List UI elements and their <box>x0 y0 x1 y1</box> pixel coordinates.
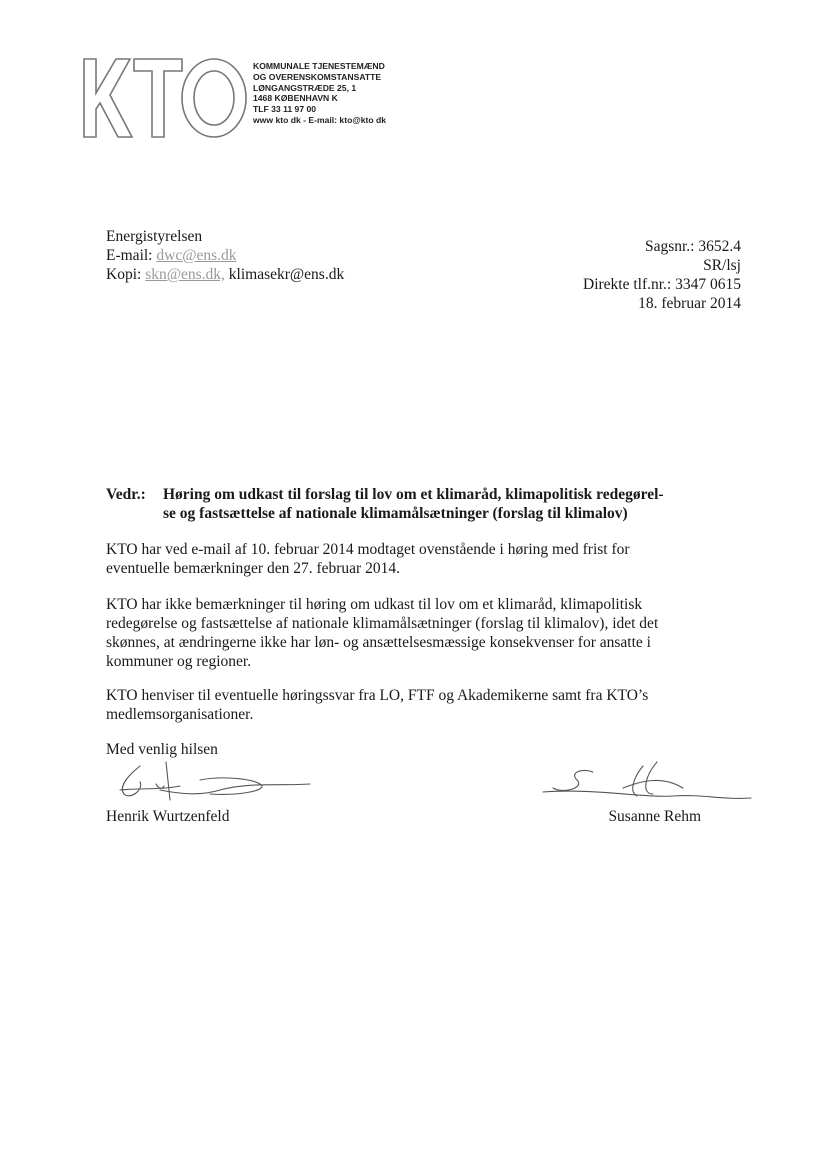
copy-email-link[interactable]: skn@ens.dk, <box>145 266 225 283</box>
signatory-left-name: Henrik Wurtzenfeld <box>106 808 230 825</box>
org-city: 1468 KØBENHAVN K <box>253 93 338 104</box>
copy-label: Kopi: <box>106 266 142 283</box>
closing-text: Med venlig hilsen <box>106 741 218 758</box>
subject-text <box>163 485 753 523</box>
paragraph-2-line-1: KTO har ikke bemærkninger til høring om udkast til lov om et klimaråd, klimapolitisk <box>106 596 643 613</box>
subject-line-1: Høring om udkast til forslag til lov om et klimaråd, klimapolitisk redegørel- <box>163 486 664 503</box>
org-address-block <box>253 61 386 126</box>
org-name-line-1: KOMMUNALE TJENESTEMÆND <box>253 61 385 71</box>
org-name-line-2: OG OVERENSKOMSTANSATTE <box>253 71 382 82</box>
recipient-block <box>106 227 344 284</box>
paragraph-3-line-1: KTO henviser til eventuelle høringssvar fra LO, FTF og Akademikerne samt fra KTO’s <box>106 687 649 704</box>
copy-email-2: klimasekr@ens.dk <box>228 266 345 283</box>
copy-row <box>106 265 344 284</box>
case-meta-block <box>583 237 741 313</box>
subject-label: Vedr.: <box>106 486 146 503</box>
subject-line-2: se og fastsættelse af nationale klimamålsætninger (forslag til klimalov) <box>163 505 628 522</box>
signature-right <box>533 758 755 810</box>
case-number: Sagsnr.: 3652.4 <box>644 238 741 255</box>
paragraph-2 <box>106 595 746 671</box>
paragraph-3 <box>106 686 746 724</box>
paragraph-1-line-2: eventuelle bemærkninger den 27. februar 2014. <box>106 560 400 577</box>
signatory-right-name: Susanne Rehm <box>608 808 701 825</box>
recipient-email-link[interactable]: dwc@ens.dk <box>156 247 237 264</box>
paragraph-2-line-4: kommuner og regioner. <box>106 653 252 670</box>
initials: SR/lsj <box>703 257 741 274</box>
recipient-email-row <box>106 246 344 265</box>
paragraph-2-line-2: redegørelse og fastsættelse af nationale klimamålsætninger (forslag til klimalov), idet det <box>106 615 659 632</box>
recipient-name: Energistyrelsen <box>106 228 203 245</box>
kto-logo <box>82 57 248 139</box>
letter-date: 18. februar 2014 <box>638 295 741 312</box>
email-label: E-mail: <box>106 247 153 264</box>
signature-left <box>100 760 330 812</box>
org-street: LØNGANGSTRÆDE 25, 1 <box>253 82 357 93</box>
paragraph-3-line-2: medlemsorganisationer. <box>106 706 254 723</box>
paragraph-1-line-1: KTO har ved e-mail af 10. februar 2014 modtaget ovenstående i høring med frist for <box>106 541 630 558</box>
paragraph-1 <box>106 540 746 578</box>
org-web-email: www kto dk - E-mail: kto@kto dk <box>253 114 387 125</box>
paragraph-2-line-3: skønnes, at ændringerne ikke har løn- og ansættelsesmæssige konsekvenser for ansatte i <box>106 634 651 651</box>
closing <box>106 740 746 759</box>
org-phone: TLF 33 11 97 00 <box>253 104 317 115</box>
direct-phone: Direkte tlf.nr.: 3347 0615 <box>583 276 741 293</box>
